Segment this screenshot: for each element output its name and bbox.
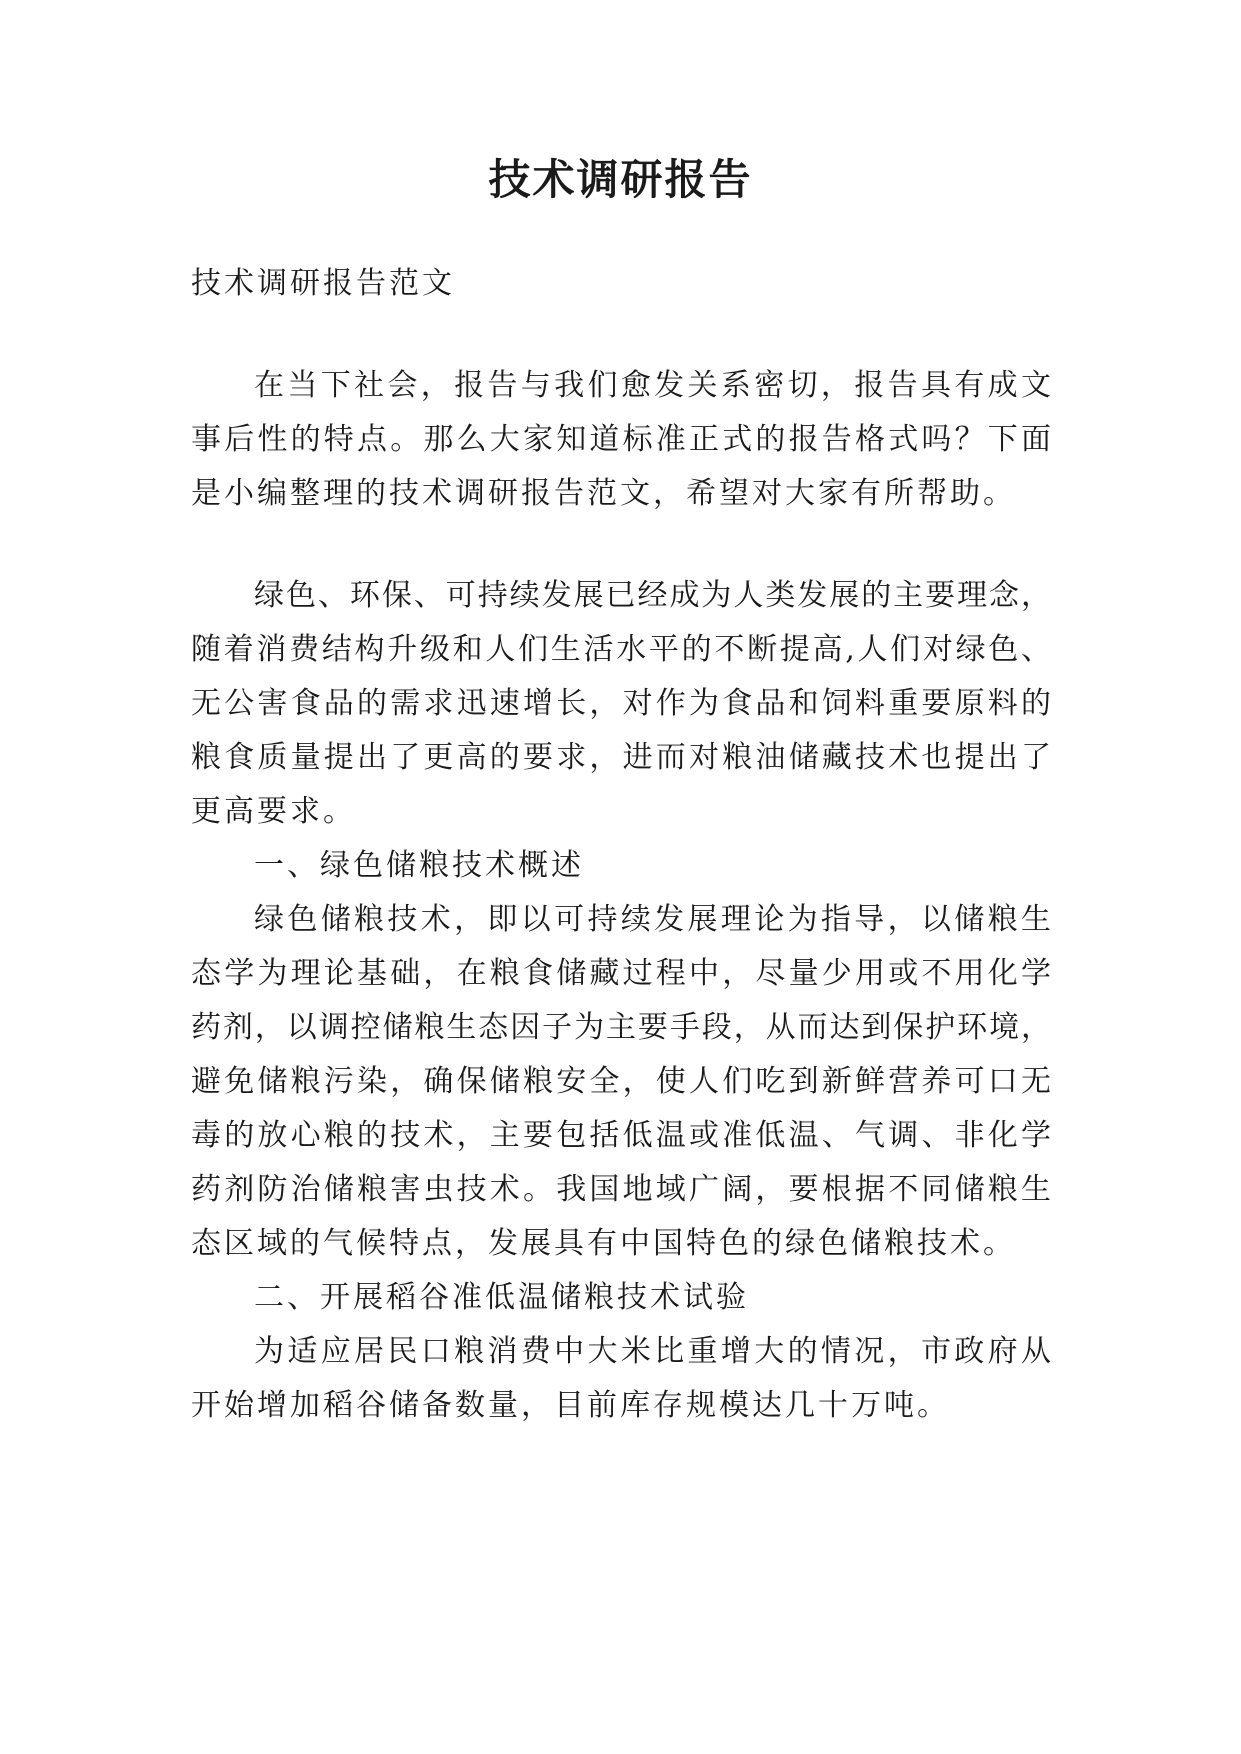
paragraph-line: 态学为理论基础，在粮食储藏过程中，尽量少用或不用化学 — [191, 956, 1051, 991]
paragraph-line: 为适应居民口粮消费中大米比重增大的情况，市政府从 — [254, 1334, 1051, 1369]
paragraph-line: 事后性的特点。那么大家知道标准正式的报告格式吗？下面 — [191, 422, 1051, 457]
document-subtitle: 技术调研报告范文 — [191, 266, 455, 301]
paragraph-line: 是小编整理的技术调研报告范文，希望对大家有所帮助。 — [191, 476, 1016, 511]
paragraph-line: 毒的放心粮的技术，主要包括低温或准低温、气调、非化学 — [191, 1118, 1051, 1153]
paragraph-line: 粮食质量提出了更高的要求，进而对粮油储藏技术也提出了 — [191, 740, 1051, 775]
paragraph-line: 药剂，以调控储粮生态因子为主要手段，从而达到保护环境， — [191, 1010, 1051, 1045]
paragraph-line: 态区域的气候特点，发展具有中国特色的绿色储粮技术。 — [191, 1226, 1016, 1261]
paragraph-line: 绿色储粮技术，即以可持续发展理论为指导，以储粮生 — [254, 902, 1051, 937]
paragraph-line: 避免储粮污染，确保储粮安全，使人们吃到新鲜营养可口无 — [191, 1064, 1051, 1099]
paragraph-line: 绿色、环保、可持续发展已经成为人类发展的主要理念， — [254, 578, 1051, 613]
paragraph-line: 开始增加稻谷储备数量，目前库存规模达几十万吨。 — [191, 1388, 950, 1423]
paragraph-line: 随着消费结构升级和人们生活水平的不断提高,人们对绿色、 — [191, 632, 1051, 667]
paragraph-line: 无公害食品的需求迅速增长，对作为食品和饲料重要原料的 — [191, 686, 1051, 721]
document-title: 技术调研报告 — [488, 155, 753, 204]
paragraph-line: 在当下社会，报告与我们愈发关系密切，报告具有成文 — [254, 368, 1051, 403]
section-heading: 一、绿色储粮技术概述 — [254, 848, 584, 883]
paragraph-line: 更高要求。 — [191, 794, 356, 829]
section-heading: 二、开展稻谷准低温储粮技术试验 — [254, 1280, 749, 1315]
paragraph-line: 药剂防治储粮害虫技术。我国地域广阔，要根据不同储粮生 — [191, 1172, 1051, 1207]
